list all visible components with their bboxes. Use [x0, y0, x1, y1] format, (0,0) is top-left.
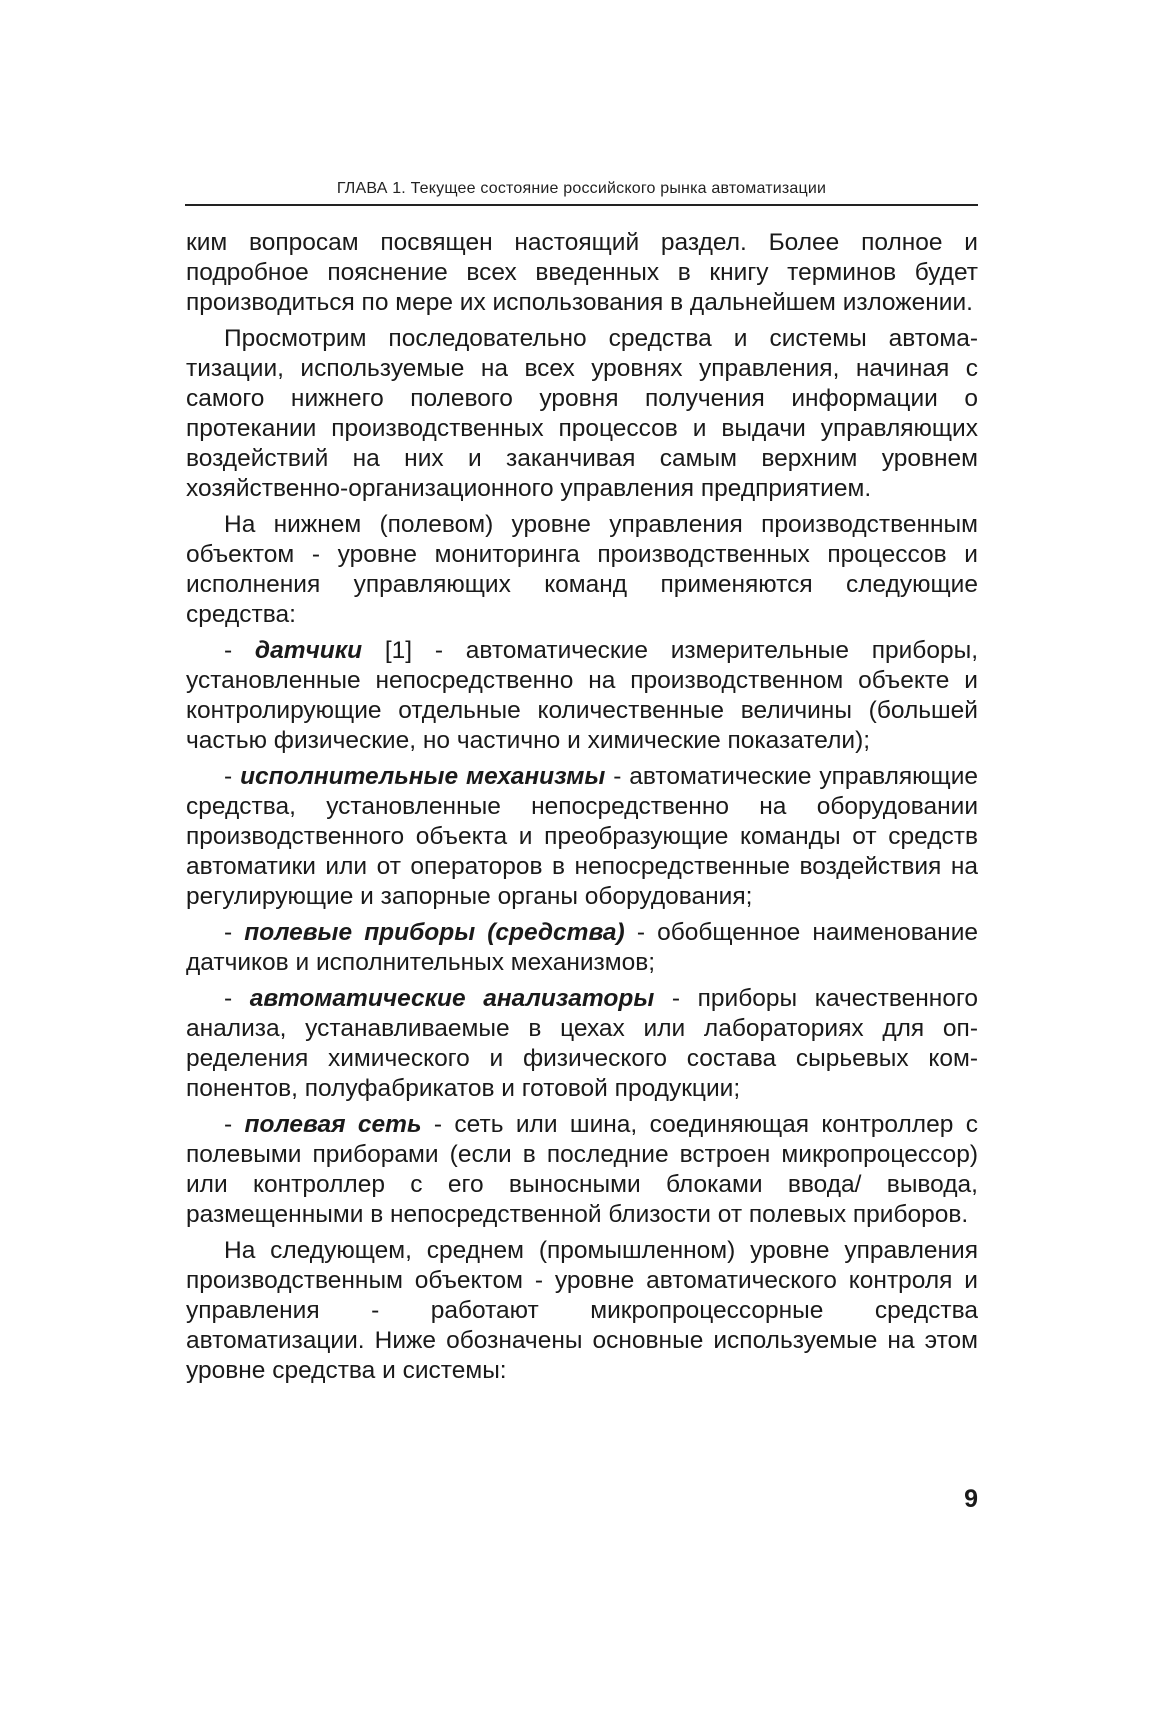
definition-sensors: [1] - автоматические измерительные приборы, установленные непосредственно на производственном объекте и контролирующие отдельные количественные величины (большей частью физические, но частично и химические показатели);	[186, 637, 978, 754]
page-body	[186, 228, 978, 1392]
list-dash: -	[224, 985, 250, 1012]
term-actuators: исполнительные механизмы	[240, 763, 606, 790]
list-item-fieldbus	[186, 1110, 978, 1230]
page-number: 9	[964, 1485, 978, 1513]
definition-fieldbus: - сеть или шина, соединяющая контроллер с полевыми приборами (если в последние встроен микропроцессор) или контроллер с его выносными блоками ввода/ вывода, размещенными в непосредственной близости от полевых приборов.	[186, 1111, 978, 1228]
list-item-field-devices	[186, 918, 978, 978]
list-item-sensors	[186, 636, 978, 756]
paragraph-field-level: На нижнем (полевом) уровне управления производственным объектом - уровне мониторинга производственных процессов и исполнения управляющих команд применяются следующие средства:	[186, 511, 978, 628]
list-dash: -	[224, 1111, 245, 1138]
list-dash: -	[224, 637, 255, 664]
definition-actuators: - автоматические управляющие средства, установленные непосредственно на оборудовании производственного объекта и преобразующие команды от средств автоматики или от операторов в непосредственные воздействия на регулирующие и запорные органы оборудования;	[186, 763, 979, 910]
paragraph-middle-level: На следующем, среднем (промышленном) уровне управления производственным объектом - уровне автоматического контроля и управления - работают микропроцессорные средства автоматизации. Ниже обозначены основные используемые на этом уровне средства и системы:	[186, 1237, 978, 1384]
paragraph-overview: Просмотрим последовательно средства и системы автоматизации, используемые на всех уровнях управления, начиная с самого нижнего полевого уровня получения информации о протекании производственных процессов и выдачи управляющих воздействий на них и заканчивая самым верхним уровнем хозяйственно-организационного управления предприятием.	[186, 325, 978, 502]
paragraph-continuation: ким вопросам посвящен настоящий раздел. Более полное и подробное пояснение всех введенных в книгу терминов будет производиться по мере их использования в дальнейшем изложении.	[186, 229, 978, 316]
list-dash: -	[224, 763, 241, 790]
term-field-devices: полевые приборы (средства)	[244, 919, 625, 946]
list-item-actuators	[186, 762, 978, 912]
header-rule	[185, 204, 978, 206]
list-item-analyzers	[186, 984, 978, 1104]
term-analyzers: автоматические анализаторы	[249, 985, 655, 1012]
term-fieldbus: полевая сеть	[244, 1111, 422, 1138]
term-sensors: датчики	[254, 637, 363, 664]
definition-field-devices: - обобщенное наименование датчиков и исполнительных механизмов;	[186, 919, 978, 976]
list-dash: -	[224, 919, 245, 946]
definition-analyzers: - приборы качественного анализа, устанавливаемые в цехах или лабораториях для определения химического и физического состава сырьевых компонентов, полуфабрикатов и готовой продукции;	[186, 985, 978, 1102]
running-head: ГЛАВА 1. Текущее состояние российского рынка автоматизации	[336, 180, 827, 197]
